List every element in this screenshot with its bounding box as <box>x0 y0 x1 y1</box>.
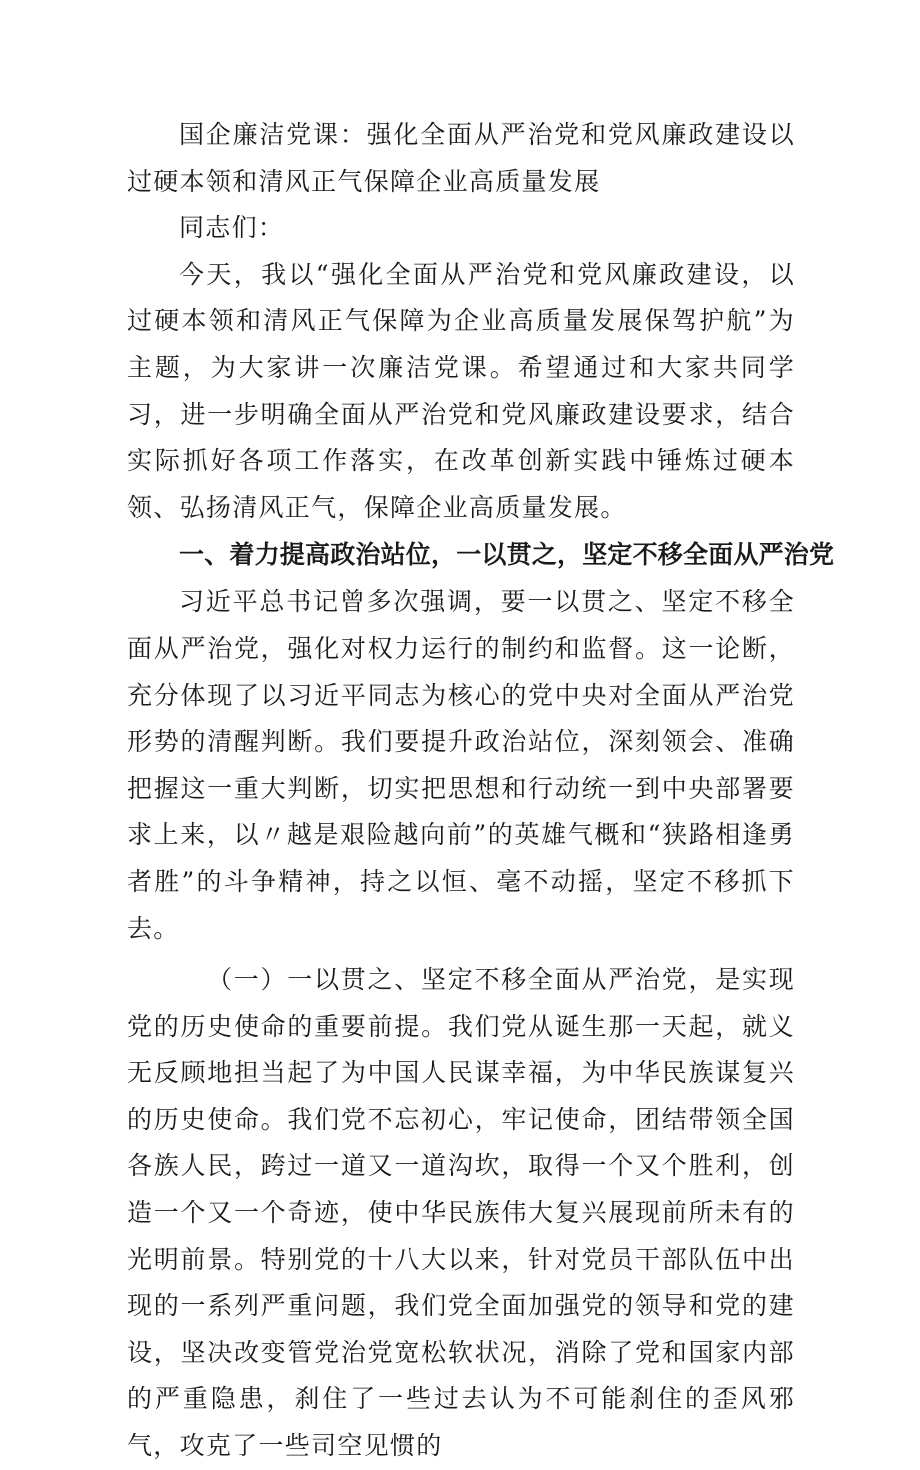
document-body <box>127 112 835 1470</box>
greeting: 同志们： <box>179 213 285 243</box>
intro-paragraph: 今天，我以“强化全面从严治党和党风廉政建设，以过硬本领和清风正气保障为企业高质量发展保驾护航”为主题，为大家讲一次廉洁党课。希望通过和大家共同学习，进一步明确全面从严治党和党风廉政建设要求，结合实际抓好各项工作落实，在改革创新实践中锤炼过硬本领、弘扬清风正气，保障企业高质量发展。 <box>127 259 795 522</box>
section-1-paragraph: 习近平总书记曾多次强调，要一以贯之、坚定不移全面从严治党，强化对权力运行的制约和监督。这一论断，充分体现了以习近平同志为核心的党中央对全面从严治党形势的清醒判断。我们要提升政治站位，深刻领会、准确把握这一重大判断，切实把思想和行动统一到中央部署要求上来，以〃越是艰险越向前”的英雄气概和“狭路相逢勇者胜”的斗争精神，持之以恒、毫不动摇，坚定不移抓下去。 <box>127 587 795 943</box>
document-title: 国企廉洁党课：强化全面从严治党和党风廉政建设以过硬本领和清风正气保障企业高质量发展 <box>127 120 795 196</box>
subsection-1-paragraph: （一）一以贯之、坚定不移全面从严治党，是实现党的历史使命的重要前提。我们党从诞生那一天起，就义无反顾地担当起了为中国人民谋幸福，为中华民族谋复兴的历史使命。我们党不忘初心，牢记使命，团结带领全国各族人民，跨过一道又一道沟坎，取得一个又个胜利，创造一个又一个奇迹，使中华民族伟大复兴展现前所未有的光明前景。特别党的十八大以来，针对党员干部队伍中出现的一系列严重问题，我们党全面加强党的领导和党的建设，坚决改变管党治党宽松软状况，消除了党和国家内部的严重隐患，刹住了一些过去认为不可能刹住的歪风邪气，攻克了一些司空见惯的 <box>127 965 795 1461</box>
section-heading-1: 一、着力提高政治站位，一以贯之，坚定不移全面从严治党 <box>179 540 835 570</box>
